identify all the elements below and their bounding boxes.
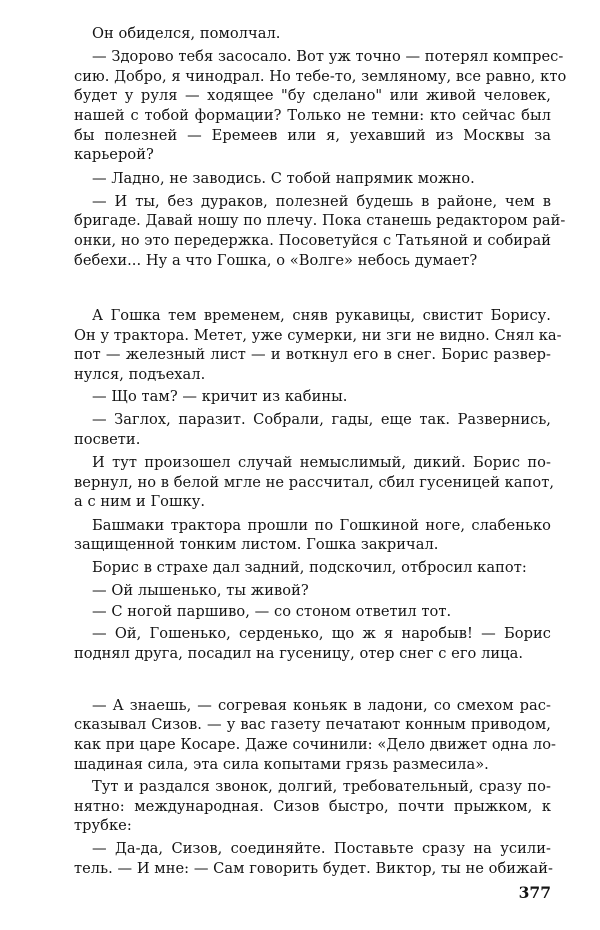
- text-line: бригаде. Давай ношу по плечу. Пока станешь редактором рай-: [74, 212, 566, 230]
- text-line: бебехи... Ну а что Гошка, о «Волге» небось думает?: [74, 251, 478, 269]
- text-line: А Гошка тем временем, сняв рукавицы, свистит Борису.: [92, 306, 551, 324]
- text-line: поднял друга, посадил на гусеницу, отер снег с его лица.: [74, 645, 524, 662]
- text-line: бы полезней — Еремеев или я, уехавший из Москвы за: [74, 126, 551, 144]
- text-line: как при царе Косаре. Даже сочинили: «Дело движет одна ло-: [74, 736, 557, 753]
- text-line: — Ой лышенько, ты живой?: [92, 581, 309, 599]
- text-line: карьерой?: [74, 146, 154, 164]
- text-line: нулся, подъехал.: [74, 365, 206, 383]
- text-line: — И ты, без дураков, полезней будешь в районе, чем в: [92, 192, 551, 210]
- text-line: Тут и раздался звонок, долгий, требовательный, сразу по-: [92, 777, 551, 795]
- text-line: — Ой, Гошенько, серденько, що ж я наробыв! — Борис: [92, 625, 551, 643]
- text-line: пот — железный лист — и воткнул его в снег. Борис развер-: [74, 346, 551, 364]
- text-line: тель. — И мне: — Сам говорить будет. Виктор, ты не обижай-: [74, 860, 554, 877]
- text-line: вернул, но в белой мгле не рассчитал, сбил гусеницей капот,: [74, 473, 555, 491]
- text-line: — С ногой паршиво, — со стоном ответил тот.: [92, 603, 452, 621]
- text-line: нятно: международная. Сизов быстро, почти прыжком, к: [74, 797, 551, 815]
- text-line: — Ладно, не заводись. С тобой напрямик можно.: [92, 169, 475, 187]
- text-line: шадиная сила, эта сила копытами грязь размесила».: [74, 755, 489, 773]
- text-line: — Що там? — кричит из кабины.: [92, 388, 348, 406]
- text-line: Башмаки трактора прошли по Гошкиной ноге, слабенько: [92, 516, 551, 534]
- text-line: Он у трактора. Метет, уже сумерки, ни зги не видно. Снял ка-: [74, 326, 562, 344]
- text-line: — Здорово тебя засосало. Вот уж точно — потерял компрес-: [92, 48, 564, 66]
- text-line: Он обиделся, помолчал.: [92, 25, 281, 42]
- text-line: И тут произошел случай немыслимый, дикий. Борис по-: [92, 454, 551, 472]
- text-line: онки, но это передержка. Посоветуйся с Татьяной и собирай: [74, 232, 551, 249]
- text-line: будет у руля — ходящее "бу сделано" или живой человек,: [74, 87, 551, 105]
- text-line: сию. Добро, я чинодрал. Но тебе-то, земляному, все равно, кто: [74, 67, 567, 85]
- page-number: 377: [518, 883, 551, 902]
- text-line: Борис в страхе дал задний, подскочил, отбросил капот:: [92, 558, 527, 576]
- text-line: защищенной тонким листом. Гошка закричал.: [74, 536, 439, 554]
- text-line: — Заглох, паразит. Собрали, гады, еще так. Развернись,: [92, 411, 551, 429]
- text-line: трубке:: [74, 817, 132, 835]
- text-line: посвети.: [74, 430, 141, 448]
- text-line: — А знаешь, — согревая коньяк в ладони, со смехом рас-: [92, 696, 551, 714]
- text-line: сказывал Сизов. — у вас газету печатают конным приводом,: [74, 716, 551, 734]
- text-line: — Да-да, Сизов, соединяйте. Поставьте сразу на усили-: [92, 840, 551, 858]
- text-line: нашей с тобой формации? Только не темни: кто сейчас был: [74, 107, 551, 125]
- text-line: а с ним и Гошку.: [74, 493, 206, 511]
